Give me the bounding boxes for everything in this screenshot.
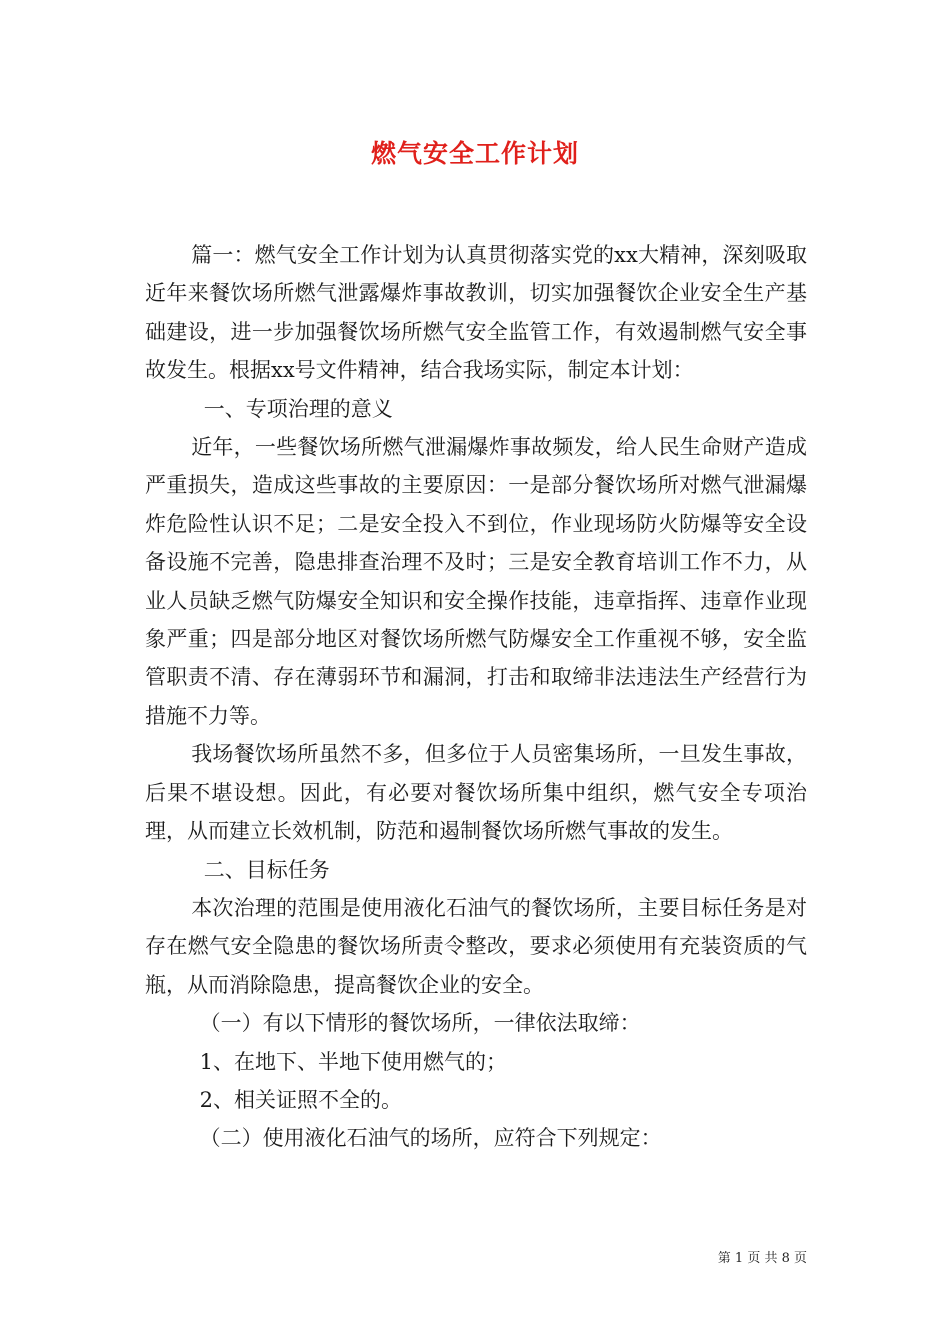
- list-item-2: 2、相关证照不全的。: [199, 1087, 402, 1112]
- document-title: 燃气安全工作计划: [370, 139, 579, 168]
- paragraph-significance: 近年，一些餐饮场所燃气泄漏爆炸事故频发，给人民生命财产造成严重损失，造成这些事故的主要原因：一是部分餐饮场所对燃气泄漏爆炸危险性认识不足；二是安全投入不到位，作业现场防火防爆等安全设备设施不完善，隐患排查治理不及时；三是安全教育培训工作不力，从业人员缺乏燃气防爆安全知识和安全操作技能，违章指挥、违章作业现象严重；四是部分地区对餐饮场所燃气防爆安全工作重视不够，安全监管职责不清、存在薄弱环节和漏洞，打击和取缔非法违法生产经营行为措施不力等。: [145, 435, 807, 728]
- section-heading-1: 一、专项治理的意义: [203, 396, 393, 421]
- document-body: [145, 236, 807, 1158]
- paragraph-local-situation: 我场餐饮场所虽然不多，但多位于人员密集场所，一旦发生事故，后果不堪设想。因此，有必要对餐饮场所集中组织，燃气安全专项治理，从而建立长效机制，防范和遏制餐饮场所燃气事故的发生。: [145, 742, 807, 844]
- intro-paragraph: 篇一：燃气安全工作计划为认真贯彻落实党的xx大精神，深刻吸取近年来餐饮场所燃气泄露爆炸事故教训，切实加强餐饮企业安全生产基础建设，进一步加强餐饮场所燃气安全监管工作，有效遏制燃气安全事故发生。根据xx号文件精神，结合我场实际，制定本计划：: [145, 243, 807, 383]
- section-heading-2: 二、目标任务: [203, 857, 330, 882]
- page-number: 第 1 页 共 8 页: [717, 1251, 807, 1266]
- sub-heading-2: （二）使用液化石油气的场所，应符合下列规定：: [199, 1126, 662, 1151]
- sub-heading-1: （一）有以下情形的餐饮场所，一律依法取缔：: [199, 1011, 641, 1036]
- list-item-1: 1、在地下、半地下使用燃气的；: [199, 1049, 507, 1074]
- paragraph-targets: 本次治理的范围是使用液化石油气的餐饮场所，主要目标任务是对存在燃气安全隐患的餐饮场所责令整改，要求必须使用有充装资质的气瓶，从而消除隐患，提高餐饮企业的安全。: [145, 895, 807, 997]
